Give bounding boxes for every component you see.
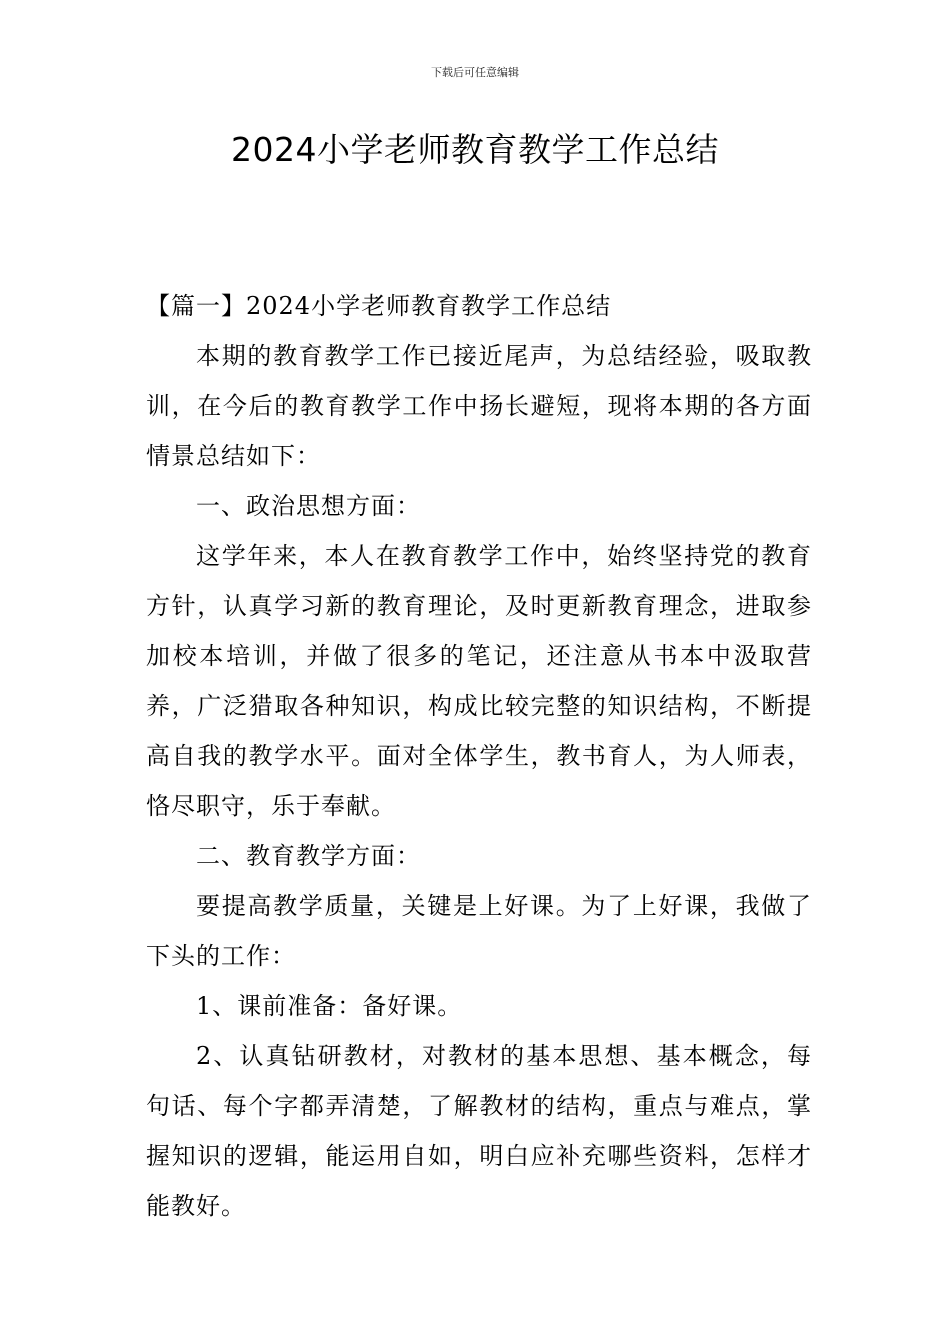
header-note: 下载后可任意编辑 [431, 66, 519, 79]
paragraph-political-thought: 这学年来，本人在教育教学工作中，始终坚持党的教育方针，认真学习新的教育理论，及时更新教育理念，进取参加校本培训，并做了很多的笔记，还注意从书本中汲取营养，广泛猎取各种知识，构成比较完整的知识结构，不断提高自我的教学水平。面对全体学生，教书育人，为人师表，恪尽职守，乐于奉献。 [146, 542, 812, 820]
list-item-study-materials: 2、认真钻研教材，对教材的基本思想、基本概念，每句话、每个字都弄清楚，了解教材的结构，重点与难点，掌握知识的逻辑，能运用自如，明白应补充哪些资料，怎样才能教好。 [146, 1042, 812, 1220]
paragraph-teaching-quality: 要提高教学质量，关键是上好课。为了上好课，我做了下头的工作： [146, 892, 812, 970]
list-item-lesson-prep: 1、课前准备：备好课。 [196, 992, 463, 1020]
section-heading-part-one: 【篇一】2024小学老师教育教学工作总结 [146, 292, 612, 320]
document-title: 2024小学老师教育教学工作总结 [231, 130, 719, 169]
heading-teaching: 二、教育教学方面： [196, 842, 421, 870]
heading-political-thought: 一、政治思想方面： [196, 492, 421, 520]
paragraph-intro: 本期的教育教学工作已接近尾声，为总结经验，吸取教训，在今后的教育教学工作中扬长避短，现将本期的各方面情景总结如下： [146, 342, 812, 470]
document-body [146, 281, 812, 1231]
